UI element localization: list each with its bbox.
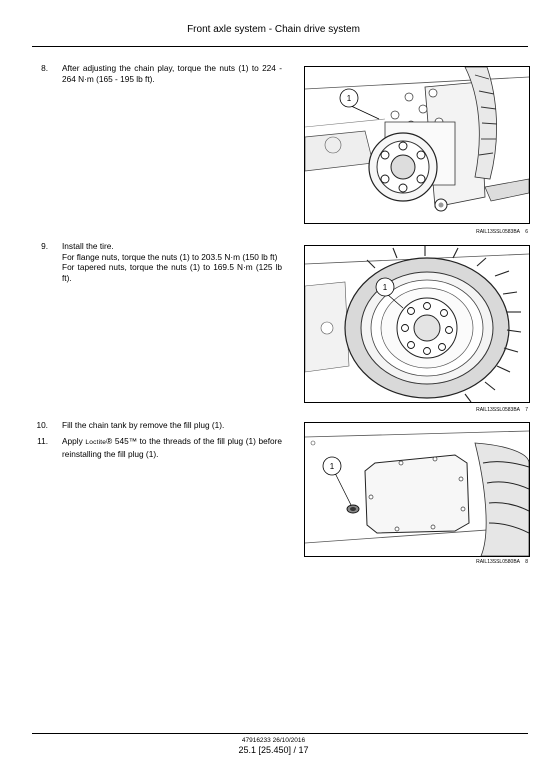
header-rule bbox=[32, 46, 528, 47]
figure-number: 7 bbox=[525, 407, 528, 413]
callout-label: 1 bbox=[382, 283, 388, 292]
figure-number: 8 bbox=[525, 559, 528, 565]
figure-code: RAIL13SSL0580BA bbox=[476, 559, 520, 565]
figure-8-fill-plug bbox=[304, 422, 530, 557]
step-text: After adjusting the chain play, torque the nuts (1) to 224 - 264 N·m (165 - 195 lb ft). bbox=[62, 63, 282, 84]
page-title: Front axle system - Chain drive system bbox=[187, 24, 360, 35]
callout-label: 1 bbox=[329, 462, 335, 471]
step-text-flange: For flange nuts, torque the nuts (1) to 203.5 N·m (150 lb ft) bbox=[62, 251, 278, 262]
brand-name: Loctite bbox=[85, 439, 107, 446]
step-text: Install the tire. bbox=[62, 241, 114, 251]
step-number: 10. bbox=[36, 420, 48, 430]
step-text-post: ® 545™ to the threads of the fill plug (1) before reinstalling the fill plug (1). bbox=[62, 436, 282, 459]
step-text-tapered: For tapered nuts, torque the nuts (1) to 169.5 N·m (125 lb ft). bbox=[62, 262, 282, 283]
step-number: 9. bbox=[41, 241, 48, 251]
step-number: 8. bbox=[41, 63, 48, 73]
figure-number: 6 bbox=[525, 229, 528, 235]
step-text-pre: Apply bbox=[62, 436, 86, 446]
step-text: Fill the chain tank by remove the fill plug (1). bbox=[62, 420, 225, 430]
footer-rule bbox=[32, 733, 528, 734]
footer-page-ref: 25.1 [25.450] / 17 bbox=[238, 745, 309, 755]
figure-7-tire bbox=[304, 245, 530, 403]
step-number: 11. bbox=[37, 436, 48, 446]
footer-document-ref: 47916233 26/10/2016 bbox=[241, 737, 306, 744]
step-text bbox=[62, 436, 282, 459]
callout-label: 1 bbox=[346, 94, 352, 103]
figure-6-hub-nuts bbox=[304, 66, 530, 224]
figure-code: RAIL13SSL0583BA bbox=[476, 229, 520, 235]
figure-code: RAIL13SSL0583BA bbox=[476, 407, 520, 413]
